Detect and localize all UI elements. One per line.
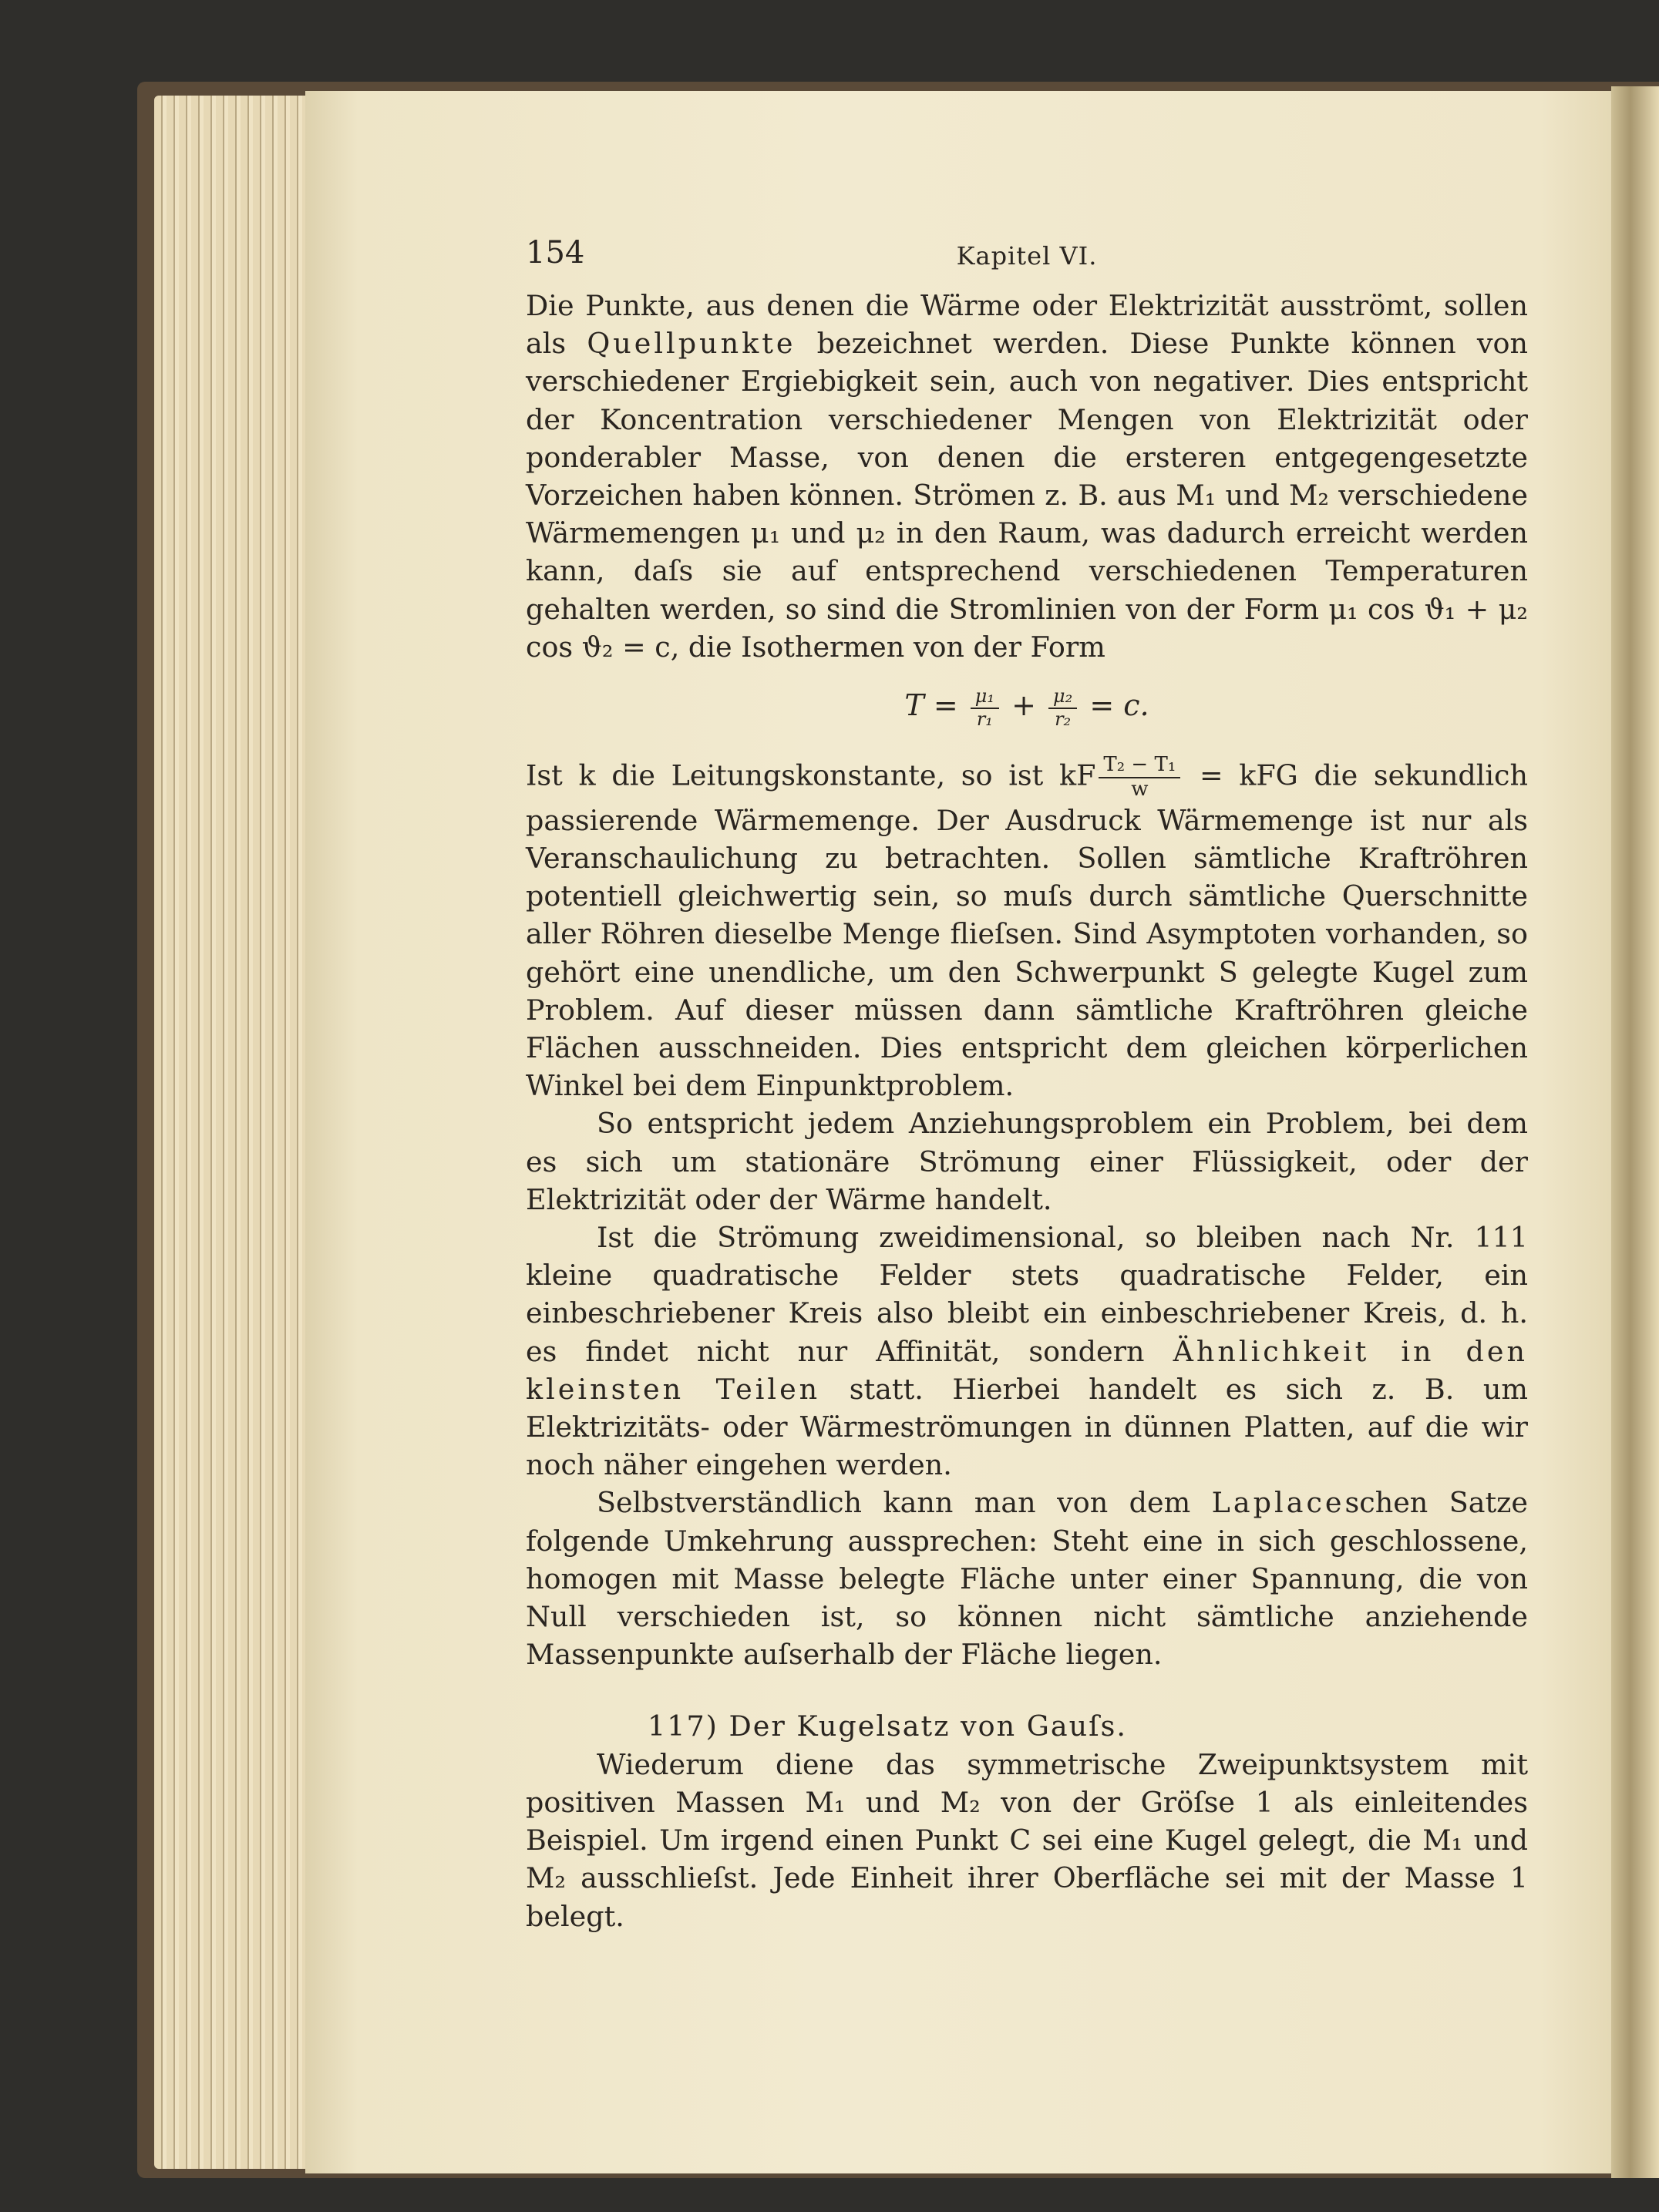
paragraph-zweidimensional xyxy=(526,1219,1528,1484)
isotherm-formula xyxy=(526,667,1528,743)
running-head xyxy=(526,231,1528,287)
paragraph-anziehungsproblem: So entspricht jedem Anziehungsproblem ein Problem, bei dem es sich um stationäre Strömung einer Flüssigkeit, oder der Elektrizität oder der Wärme handelt. xyxy=(526,1107,1528,1216)
paragraph-kugelsatz: Wiederum diene das symmetrische Zweipunktsystem mit positiven Massen M₁ und M₂ von der Gröſse 1 als einleitendes Beispiel. Um irgend einen Punkt C sei eine Kugel gelegt, die M₁ und M₂ ausschlieſst. Jede Einheit ihrer Oberfläche sei mit der Masse 1 belegt. xyxy=(526,1747,1528,1933)
denominator: r₁ xyxy=(976,708,993,730)
formula-part: T = xyxy=(904,688,958,723)
paragraph-text: Die Punkte, aus denen die Wärme oder Elektrizität ausströmt, sollen als xyxy=(526,289,1528,361)
denominator: w xyxy=(1131,777,1149,801)
fraction xyxy=(971,686,999,730)
spaced-term: Ähnlichkeit in den kleinsten Teilen xyxy=(526,1334,1528,1406)
spaced-term: Quellpunkte xyxy=(587,327,796,361)
section-heading: 117) Der Kugelsatz von Gauſs. xyxy=(648,1709,1128,1743)
fraction xyxy=(1099,754,1180,802)
paragraph-leitung xyxy=(526,754,1528,1104)
numerator: μ₁ xyxy=(971,686,999,709)
page-text xyxy=(526,231,1528,1935)
formula-part: + xyxy=(1011,688,1036,723)
paragraph-text: Selbstverständlich kann man von dem xyxy=(597,1486,1191,1520)
paragraph-text: schen Satze folgende Umkehrung aussprechen: Steht eine in sich geschlossene, homogen mit Masse belegte Fläche unter einer Spannung, die von Null verschieden ist, so können nicht sämtliche anziehende Massenpunkte auſserhalb der Fläche liegen. xyxy=(526,1486,1529,1672)
formula-part: = c. xyxy=(1089,688,1149,723)
chapter-title: Kapitel VI. xyxy=(956,241,1098,271)
paragraph-quellpunkte xyxy=(526,287,1528,666)
spaced-term: Laplace xyxy=(1211,1486,1345,1520)
numerator: T₂ − T₁ xyxy=(1099,754,1180,778)
page-edges xyxy=(154,96,316,2169)
paragraph-text: bezeichnet werden. Diese Punkte können von verschiedener Ergiebigkeit sein, auch von negativer. Dies entspricht der Koncentration verschiedener Mengen von Elektrizität oder ponderabler Masse, von denen die ersteren entgegengesetzte Vorzeichen haben können. Strömen z. B. aus M₁ und M₂ verschiedene Wärmemengen μ₁ und μ₂ in den Raum, was dadurch erreicht werden kann, daſs sie auf entsprechend verschiedenen Temperaturen gehalten werden, so sind die Stromlinien von der Form μ₁ cos ϑ₁ + μ₂ cos ϑ₂ = c, die Isothermen von der Form xyxy=(526,327,1528,664)
book-gutter xyxy=(1611,86,1659,2178)
numerator: μ₂ xyxy=(1048,686,1077,709)
paragraph-text: = kFG die sekundlich passierende Wärmemenge. Der Ausdruck Wärmemenge ist nur als Veranschaulichung zu betrachten. Sollen sämtliche Kraftröhren potentiell gleichwertig sein, so muſs durch sämtliche Querschnitte aller Röhren dieselbe Menge flieſsen. Sind Asymptoten vorhanden, so gehört eine unendliche, um den Schwerpunkt S gelegte Kugel zum Problem. Auf dieser müssen dann sämtliche Kraftröhren gleiche Flächen ausschneiden. Dies entspricht dem gleichen körperlichen Winkel bei dem Einpunktproblem. xyxy=(526,758,1528,1103)
paragraph-laplace xyxy=(526,1484,1528,1673)
paragraph-text: Ist k die Leitungskonstante, so ist kF xyxy=(526,758,1096,792)
fraction xyxy=(1048,686,1077,730)
denominator: r₂ xyxy=(1055,708,1072,730)
paragraph-text: Ist die Strömung zweidimensional, so bleiben nach Nr. 111 kleine quadratische Felder stets quadratische Felder, ein einbeschriebener Kreis also bleibt ein einbeschriebener Kreis, d. h. es findet nicht nur Affinität, sondern xyxy=(526,1221,1528,1368)
page-number: 154 xyxy=(526,235,585,271)
paragraph-text: statt. Hierbei handelt es sich z. B. um Elektrizitäts- oder Wärmeströmungen in dünnen Platten, auf die wir noch näher eingehen werden. xyxy=(526,1372,1528,1482)
